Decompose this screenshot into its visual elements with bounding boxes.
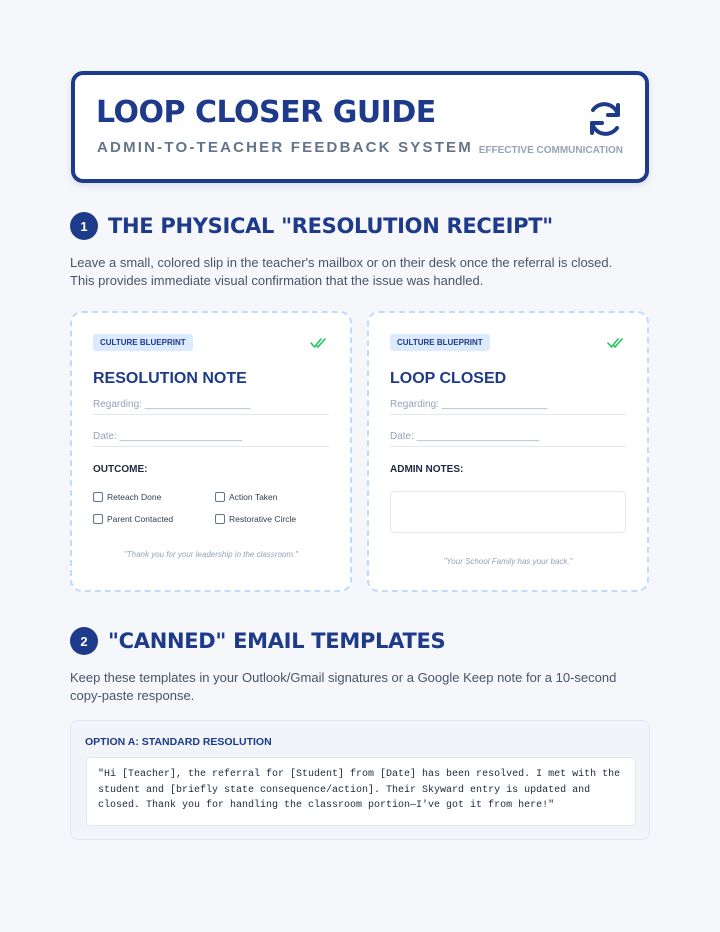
double-check-icon — [310, 337, 328, 349]
checkbox-parent-contacted[interactable]: Parent Contacted — [93, 514, 173, 524]
page-title: LOOP CLOSER GUIDE — [96, 95, 436, 130]
header-tag: EFFECTIVE COMMUNICATION — [478, 145, 623, 156]
template-label: OPTION A: STANDARD RESOLUTION — [85, 736, 272, 748]
regarding-line[interactable]: Regarding: ___________________ — [93, 399, 329, 415]
date-line[interactable]: Date: ______________________ — [93, 431, 329, 447]
culture-blueprint-badge: CULTURE BLUEPRINT — [93, 334, 193, 351]
checkbox-icon[interactable] — [215, 492, 225, 502]
loop-closed-slip — [367, 311, 649, 592]
checkbox-action-taken[interactable]: Action Taken — [215, 492, 278, 502]
page-subtitle: ADMIN-TO-TEACHER FEEDBACK SYSTEM — [97, 139, 473, 156]
admin-notes-label: ADMIN NOTES: — [390, 464, 464, 475]
checkbox-restorative-circle[interactable]: Restorative Circle — [215, 514, 296, 524]
section-1-description: Leave a small, colored slip in the teacher's mailbox or on their desk once the referral is closed. This provides immediate visual confirmation that the issue was handled. — [70, 255, 613, 288]
slip-title: LOOP CLOSED — [390, 370, 507, 387]
sync-icon — [585, 99, 625, 139]
double-check-icon — [607, 337, 625, 349]
section-number-badge: 1 — [70, 212, 98, 240]
checkbox-icon[interactable] — [93, 514, 103, 524]
header-card — [71, 71, 649, 183]
section-2-heading — [70, 626, 445, 656]
section-title: "CANNED" EMAIL TEMPLATES — [108, 629, 446, 653]
section-2-description: Keep these templates in your Outlook/Gmail signatures or a Google Keep note for a 10-second copy-paste response. — [70, 670, 617, 703]
checkbox-reteach-done[interactable]: Reteach Done — [93, 492, 161, 502]
culture-blueprint-badge: CULTURE BLUEPRINT — [390, 334, 490, 351]
template-body[interactable]: "Hi [Teacher], the referral for [Student] from [Date] has been resolved. I met with the student and [briefly state consequence/action]. Their Skyward entry is updated and closed. Thank you for handling the classroom portion—I've got it from here!" — [86, 757, 636, 826]
section-title: THE PHYSICAL "RESOLUTION RECEIPT" — [108, 214, 553, 238]
admin-notes-field[interactable] — [390, 491, 626, 533]
email-template-card — [70, 720, 650, 840]
section-1-heading — [70, 211, 553, 241]
slip-quote: "Thank you for your leadership in the classroom." — [123, 550, 299, 559]
checkbox-icon[interactable] — [215, 514, 225, 524]
date-line[interactable]: Date: ______________________ — [390, 431, 626, 447]
regarding-line[interactable]: Regarding: ___________________ — [390, 399, 626, 415]
resolution-note-slip — [70, 311, 352, 592]
slip-quote: "Your School Family has your back." — [443, 557, 573, 566]
outcome-label: OUTCOME: — [93, 464, 148, 475]
slip-title: RESOLUTION NOTE — [93, 370, 247, 387]
section-number-badge: 2 — [70, 627, 98, 655]
checkbox-icon[interactable] — [93, 492, 103, 502]
